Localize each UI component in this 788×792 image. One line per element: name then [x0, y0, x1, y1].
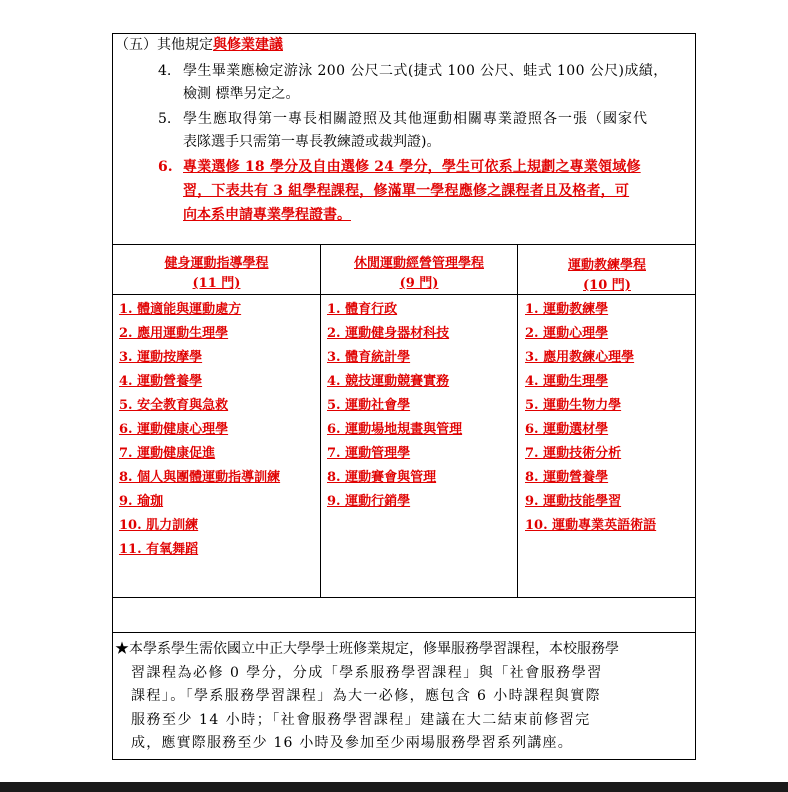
course-item: 7. 運動管理學 [327, 446, 411, 461]
course-item: 2. 運動健身器材科技 [327, 326, 450, 341]
course-item: 3. 應用教練心理學 [525, 350, 635, 365]
course-item: 6. 運動場地規畫與管理 [327, 422, 463, 437]
course-item: 5. 安全教育與急救 [119, 398, 229, 413]
course-item: 7. 運動技術分析 [525, 446, 622, 461]
course-item: 4. 競技運動競賽實務 [327, 374, 450, 389]
note-line-4: 服務至少 14 小時；「社會服務學習課程」建議在大二結束前修習完 [131, 711, 591, 728]
rule-5-line-2: 表隊選手只需第一專長教練證或裁判證)。 [183, 134, 441, 150]
course-item: 9. 瑜珈 [119, 494, 164, 509]
program-1-header [113, 254, 320, 294]
course-item: 5. 運動生物力學 [525, 398, 622, 413]
course-item: 4. 運動營養學 [119, 374, 203, 389]
rule-5-number: 5. [158, 111, 172, 127]
course-item: 5. 運動社會學 [327, 398, 411, 413]
note-line-1-text: 本學系學生需依國立中正大學學士班修業規定，修畢服務學習課程，本校服務學 [129, 641, 619, 657]
course-item: 9. 運動行銷學 [327, 494, 411, 509]
course-item: 10. 肌力訓練 [119, 518, 199, 533]
program-3-header [518, 256, 696, 296]
course-item: 1. 體適能與運動處方 [119, 302, 242, 317]
table-bottom-border [112, 597, 696, 598]
bottom-edge-bar [0, 782, 788, 792]
program-3-count: (10 門) [583, 278, 631, 293]
course-item: 8. 個人與團體運動指導訓練 [119, 470, 281, 485]
program-2-course-list [327, 298, 462, 514]
program-3-title: 運動教練學程 [567, 258, 646, 273]
program-2-header [321, 254, 517, 294]
star-icon: ★ [115, 641, 129, 657]
rule-6-line-3: 向本系申請專業學程證書。 [183, 207, 351, 223]
program-2-title: 休閒運動經營管理學程 [353, 256, 484, 271]
program-1-title: 健身運動指導學程 [164, 256, 269, 271]
course-item: 8. 運動營養學 [525, 470, 609, 485]
rule-6-line-2: 習，下表共有 3 組學程課程，修滿單一學程應修之課程者且及格者，可 [183, 183, 630, 199]
note-line-3: 課程」。「學系服務學習課程」為大一必修，應包含 6 小時課程與實際 [131, 688, 602, 704]
course-item: 3. 運動按摩學 [119, 350, 203, 365]
course-item: 2. 應用運動生理學 [119, 326, 229, 341]
table-top-border [112, 244, 696, 245]
course-item: 6. 運動選材學 [525, 422, 609, 437]
section-header [115, 37, 283, 53]
course-item: 1. 體育行政 [327, 302, 398, 317]
note-top-border [112, 632, 696, 633]
section-highlight: 與修業建議 [213, 37, 283, 53]
rule-6-number: 6. [158, 159, 173, 175]
course-item: 1. 運動教練學 [525, 302, 609, 317]
note-line-1 [115, 638, 695, 662]
section-prefix: （五）其他規定 [115, 37, 213, 53]
table-col-divider-1 [320, 244, 321, 597]
rule-5-line-1: 學生應取得第一專長相關證照及其他運動相關專業證照各一張（國家代 [183, 111, 648, 127]
service-learning-note [115, 638, 695, 756]
course-item: 3. 體育統計學 [327, 350, 411, 365]
course-item: 11. 有氧舞蹈 [119, 542, 199, 557]
rule-4-line-2: 檢測 標準另定之。 [183, 86, 300, 102]
program-2-count: (9 門) [399, 276, 439, 291]
course-item: 7. 運動健康促進 [119, 446, 216, 461]
note-line-2: 習課程為必修 0 學分，分成「學系服務學習課程」與「社會服務學習 [131, 664, 603, 681]
course-item: 9. 運動技能學習 [525, 494, 622, 509]
course-item: 10. 運動專業英語術語 [525, 518, 657, 533]
note-line-5: 成，應實際服務至少 16 小時及參加至少兩場服務學習系列講座。 [131, 735, 573, 751]
rule-4-line-1: 學生畢業應檢定游泳 200 公尺二式(捷式 100 公尺、蛙式 100 公尺)成績， [183, 63, 668, 79]
course-item: 8. 運動賽會與管理 [327, 470, 437, 485]
course-item: 2. 運動心理學 [525, 326, 609, 341]
program-3-course-list [525, 298, 656, 538]
rule-6-line-1: 專業選修 18 學分及自由選修 24 學分，學生可依系上規劃之專業領域修 [183, 159, 641, 175]
table-col-divider-2 [517, 244, 518, 597]
course-item: 6. 運動健康心理學 [119, 422, 229, 437]
course-item: 4. 運動生理學 [525, 374, 609, 389]
rule-4-number: 4. [158, 63, 172, 79]
program-1-course-list [119, 298, 280, 562]
program-1-count: (11 門) [192, 276, 241, 291]
